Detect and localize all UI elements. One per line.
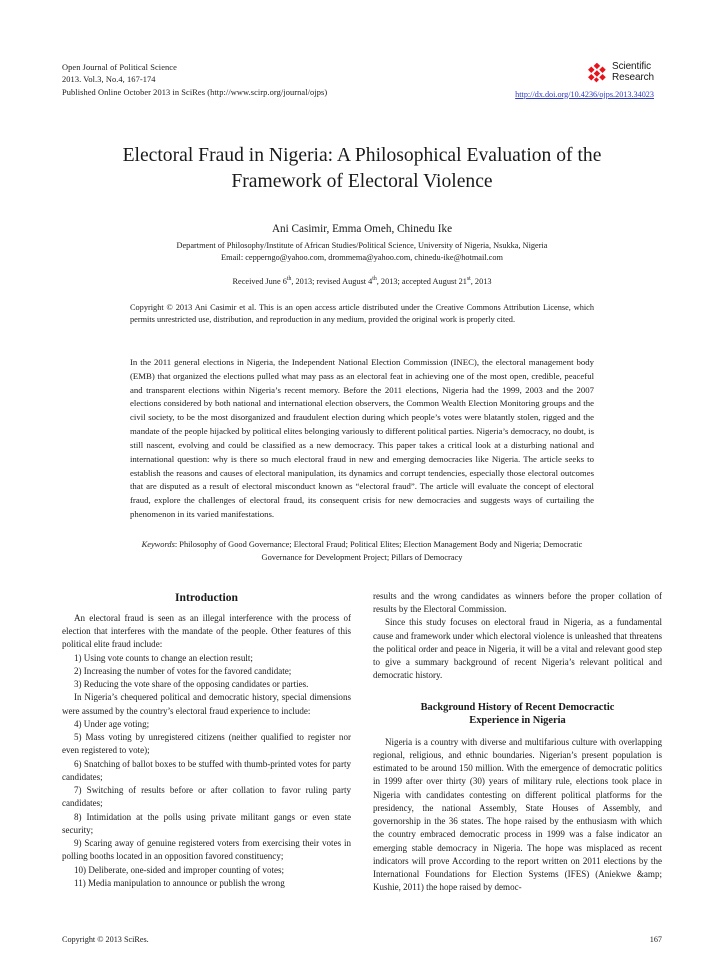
section-heading-introduction: Introduction bbox=[175, 590, 238, 604]
list-item-5: 5) Mass voting by unregistered citizens (neither qualified to register nor even registered to vote); bbox=[62, 732, 351, 756]
date-received: Received June 6 bbox=[232, 276, 287, 286]
author-list: Ani Casimir, Emma Omeh, Chinedu Ike bbox=[271, 222, 453, 235]
keywords-line bbox=[130, 538, 594, 564]
background-heading-line-1: Background History of Recent Democractic bbox=[420, 701, 615, 713]
left-column bbox=[62, 590, 351, 895]
paragraph-intro-2: In Nigeria’s chequered political and democratic history, special dimensions were assumed by the country’s electoral fraud experience to include: bbox=[62, 692, 351, 716]
masthead bbox=[62, 62, 662, 110]
list-item-8: 8) Intimidation at the polls using private militant gangs or even state security; bbox=[62, 811, 351, 835]
date-tail: , 2013 bbox=[470, 276, 492, 286]
list-item-6: 6) Snatching of ballot boxes to be stuffed with thumb-printed votes for party candidates; bbox=[62, 758, 351, 782]
date-revised-ordinal: th bbox=[372, 276, 377, 283]
list-item-1: 1) Using vote counts to change an election result; bbox=[74, 652, 253, 663]
date-accepted: , 2013; accepted August 21 bbox=[376, 276, 467, 286]
doi-link[interactable]: http://dx.doi.org/10.4236/ojps.2013.34023 bbox=[515, 89, 654, 99]
brand-wordmark bbox=[612, 62, 654, 84]
list-item-11: 11) Media manipulation to announce or publish the wrong bbox=[74, 877, 285, 888]
affiliation: Department of Philosophy/Institute of African Studies/Political Science, University of Nigeria, Nsukka, Nigeria bbox=[176, 240, 548, 250]
journal-name: Open Journal of Political Science bbox=[62, 63, 177, 72]
journal-metadata bbox=[62, 62, 327, 99]
right-column bbox=[373, 590, 662, 895]
date-received-ordinal: th bbox=[286, 276, 292, 283]
list-item-9: 9) Scaring away of genuine registered voters from exercising their votes in polling booths located in an opposition favored constituency; bbox=[62, 838, 351, 862]
diamond-cluster-icon bbox=[586, 63, 608, 83]
journal-volume-line: 2013. Vol.3, No.4, 167-174 bbox=[62, 75, 156, 85]
article-title: Electoral Fraud in Nigeria: A Philosophical Evaluation of the Framework of Electoral Violence bbox=[122, 145, 602, 192]
body-columns bbox=[62, 590, 662, 895]
background-heading-line-2: Experience in Nigeria bbox=[469, 715, 566, 727]
paragraph-intro-1: An electoral fraud is seen as an illegal interference with the process of election that interferes with the mandate of the people. Other features of this political elite fraud include: bbox=[62, 612, 351, 650]
list-item-7: 7) Switching of results before or after collation to favor ruling party candidates; bbox=[62, 785, 351, 809]
keywords-values: : Philosophy of Good Governance; Electoral Fraud; Political Elites; Election Management Body and Nigeria; Democratic Governance for Development Project; Pillars of Democracy bbox=[174, 539, 583, 562]
journal-published-line: Published Online October 2013 in SciRes (http://www.scirp.org/journal/ojps) bbox=[62, 87, 328, 97]
footer-page-number: 167 bbox=[649, 935, 662, 944]
date-accepted-ordinal: st bbox=[466, 276, 471, 283]
front-matter-block bbox=[130, 302, 594, 564]
list-item-3: 3) Reducing the vote share of the opposing candidates or parties. bbox=[74, 679, 309, 690]
submission-dates bbox=[62, 277, 662, 286]
publisher-brand-block bbox=[515, 62, 654, 99]
paragraph-right-1: results and the wrong candidates as winners before the proper collation of results by the Electoral Commission. bbox=[373, 590, 662, 615]
footer-copyright: Copyright © 2013 SciRes. bbox=[62, 935, 149, 944]
date-revised: , 2013; revised August 4 bbox=[291, 276, 373, 286]
brand-line-2: Research bbox=[612, 71, 654, 83]
brand-line-1: Scientific bbox=[612, 61, 652, 72]
list-item-2: 2) Increasing the number of votes for the favored candidate; bbox=[74, 665, 292, 676]
keywords-label: Keywords bbox=[141, 539, 175, 549]
page-footer bbox=[62, 935, 662, 944]
copyright-statement: Copyright © 2013 Ani Casimir et al. This is an open access article distributed under the Creative Commons Attribution License, which permits unrestricted use, distribution, and reproduction in any medium, provided the original work is properly cited. bbox=[130, 302, 594, 325]
abstract-text: In the 2011 general elections in Nigeria, the Independent National Election Commission (INEC), the electoral management body (EMB) that organized the elections pulled what may pass as an electoral feat in achieving one of the most open, credible, peaceful and transparent elections within Nigeria’s recent memory. Before the 2011 elections, Nigeria had the 1999, 2003 and the 2007 elections considered by both national and international election observers, the Common Wealth Election Monitoring groups and the civil society, to be the most disorganized and fraudulent election during which people’s votes were blatantly stolen, rigged and the mandate of the people hijacked by political elites belonging variously to different political parties. Nigeria’s democracy, no doubt, is still nascent, evolving and could be classified as a new democracy. This paper takes a critical look at a disturbing national and international question: why is there so much electoral fraud in new and emerging democracies like Nigeria. The article seeks to establish the reasons and causes of electoral manipulation, its dynamics and corrupt tendencies, especially those electoral outcomes that are disputed as a result of electoral misconduct known as “electoral fraud”. The article will evaluate the concept of electoral fraud, explore the challenges of electoral fraud, its consequent crisis for new democracies and suggests ways of curtailing the phenomenon in its varied manifestations. bbox=[130, 357, 594, 519]
list-item-4: 4) Under age voting; bbox=[74, 718, 150, 729]
section-heading-background bbox=[373, 701, 662, 728]
scientific-research-logo bbox=[586, 62, 654, 84]
email-line: Email: cepperngo@yahoo.com, drommema@yahoo.com, chinedu-ike@hotmail.com bbox=[221, 253, 503, 263]
paragraph-right-2: Since this study focuses on electoral fraud in Nigeria, as a fundamental cause and framework under which electoral violence is unleashed that threatens the political order and peace in Nigeria, it will be a vital and relevant good step to give a summary background of recent Nigeria’s relevant political and democratic history. bbox=[373, 617, 662, 681]
list-item-10: 10) Deliberate, one-sided and improper counting of votes; bbox=[74, 864, 285, 875]
paragraph-right-3: Nigeria is a country with diverse and multifarious culture with overlapping regional, religious, and ethnic boundaries. Nigerian’s present population is estimated to be around 150 million. With the emergence of democratic politics in 1999 after over thirty (30) years of military rule, elections took place in Nigeria with candidates contesting on different political platforms for the presidency, the national Assembly, State Houses of Assembly, and governorship in the 36 states. The hope raised by the enthusiasm with which the country embraced democratic process in 1999 was a false indicator an emerging stable democracy in Nigeria. The hope was misplaced as recent indicators will prove According to the report written on 2011 elections by the International Foundations for Election Systems (IFES) (Aniekwe &amp; Kushie, 2011) the hope raised by democ- bbox=[373, 736, 662, 893]
